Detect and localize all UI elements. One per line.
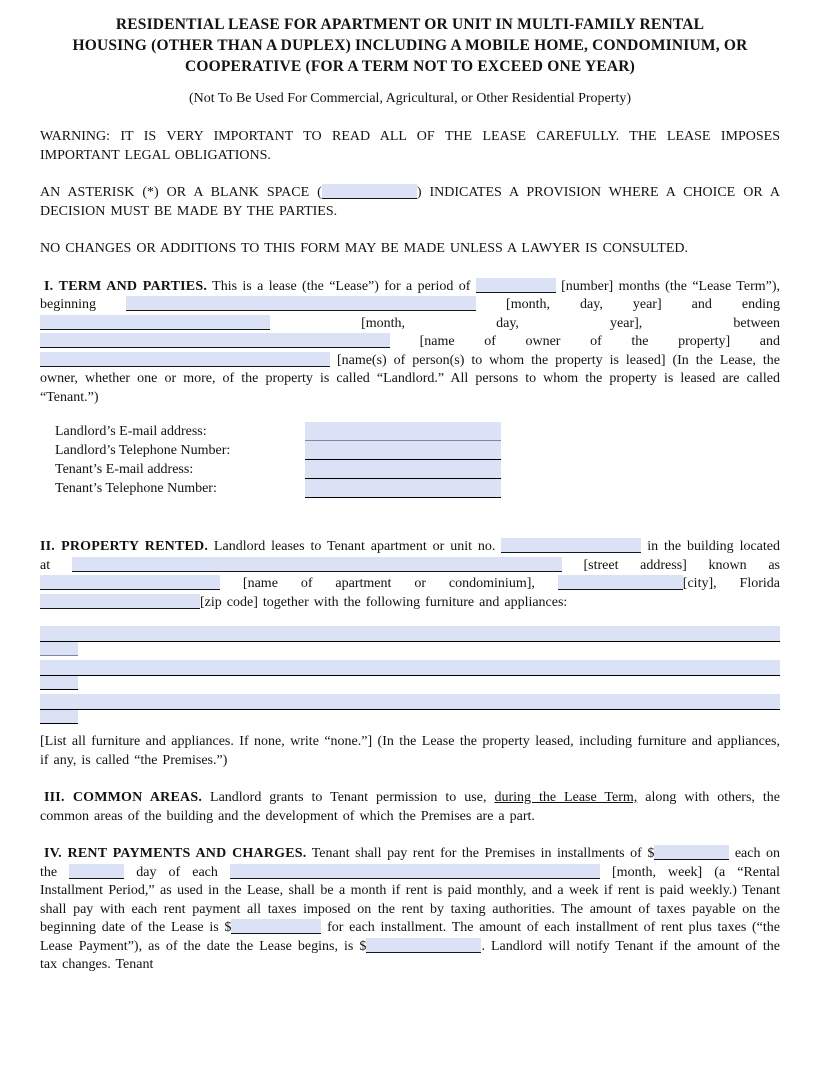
document-title <box>40 14 780 77</box>
rent-text-segment: . Landlord will notify Tenant if the amount of the tax changes. Tenant <box>40 938 781 972</box>
term-text-segment: This is a lease (the “Lease”) for a period of <box>207 278 476 294</box>
field-landlord-email[interactable] <box>305 422 501 441</box>
field-street-address[interactable] <box>72 557 562 572</box>
field-tenant-names[interactable] <box>40 352 330 367</box>
asterisk-note-text-pre: AN ASTERISK (*) OR A BLANK SPACE ( <box>40 185 322 200</box>
common-text-segment: Landlord grants to Tenant permission to use, <box>202 790 495 805</box>
contact-row-tenant-phone <box>55 479 780 498</box>
section-rent-heading: IV. RENT PAYMENTS AND CHARGES. <box>44 846 307 861</box>
field-tenant-phone[interactable] <box>305 479 501 498</box>
field-city[interactable] <box>558 575 683 590</box>
property-text-segment: Landlord leases to Tenant apartment or unit no. <box>208 539 502 554</box>
section-term-and-parties <box>40 278 780 408</box>
section-rent-payments <box>40 845 780 975</box>
field-payment-day[interactable] <box>69 864 124 879</box>
contact-row-tenant-email <box>55 460 780 479</box>
field-furniture-line-1[interactable] <box>40 626 780 642</box>
field-owner-name[interactable] <box>40 333 390 348</box>
field-furniture-line-3[interactable] <box>40 694 780 710</box>
field-rental-period[interactable] <box>230 864 600 879</box>
document-title-line-3: COOPERATIVE (FOR A TERM NOT TO EXCEED ONE YEAR) <box>184 58 636 75</box>
tenant-phone-label: Tenant’s Telephone Number: <box>55 481 217 496</box>
field-lease-begin-date[interactable] <box>126 296 476 311</box>
field-lease-payment-amount[interactable] <box>366 938 481 953</box>
property-text-segment: [street address] known as <box>561 557 781 573</box>
term-text-segment: [name of owner of the property] and <box>390 334 780 349</box>
furniture-note-paragraph: [List all furniture and appliances. If none, write “none.”] (In the Lease the property leased, including furniture and appliances, if any, is called “the Premises.”) <box>40 734 780 768</box>
field-lease-end-date[interactable] <box>40 315 270 330</box>
warning-paragraph: WARNING: IT IS VERY IMPORTANT TO READ ALL OF THE LEASE CAREFULLY. THE LEASE IMPOSES IMPORTANT LEGAL OBLIGATIONS. <box>40 129 780 163</box>
field-zip-code[interactable] <box>40 594 200 609</box>
field-apartment-name[interactable] <box>40 575 220 590</box>
term-text-segment: [number] months (the “Lease Term”), beginning <box>40 278 781 312</box>
field-furniture-stub-3[interactable] <box>40 710 78 724</box>
contact-info-block <box>40 422 780 498</box>
term-text-segment: [name(s) of person(s) to whom the property is leased] (In the Lease, the owner, whether one or more, of the property is called “Landlord.” All persons to whom the property is leased are called “Tenant.”) <box>40 352 780 405</box>
field-furniture-line-2[interactable] <box>40 660 780 676</box>
document-title-line-2: HOUSING (OTHER THAN A DUPLEX) INCLUDING A MOBILE HOME, CONDOMINIUM, OR <box>72 37 748 54</box>
asterisk-note-paragraph <box>40 184 780 221</box>
field-sample-blank-space[interactable] <box>322 184 417 199</box>
field-tax-amount[interactable] <box>231 919 321 934</box>
term-text-segment: [month, day, year], between <box>270 315 780 331</box>
landlord-phone-label: Landlord’s Telephone Number: <box>55 443 231 458</box>
property-text-segment: [zip code] together with the following furniture and appliances: <box>200 594 568 610</box>
field-furniture-stub-1[interactable] <box>40 642 78 656</box>
rent-text-segment: each on the <box>40 846 780 880</box>
contact-row-landlord-email <box>55 422 780 441</box>
field-landlord-phone[interactable] <box>305 441 501 460</box>
term-text-segment: [month, day, year] and ending <box>476 297 780 312</box>
property-text-segment: [city], Florida <box>682 576 780 591</box>
rent-text-segment: day of each <box>124 864 230 880</box>
section-term-heading: I. TERM AND PARTIES. <box>44 278 208 294</box>
rent-text-segment: for each installment. The amount of each installment of rent plus taxes (“the Lease Payment”), as of the date the Lease begins, is $ <box>40 920 780 954</box>
section-property-rented <box>40 538 780 612</box>
section-common-areas <box>40 789 780 826</box>
furniture-appliances-block <box>40 626 780 724</box>
field-unit-number[interactable] <box>501 538 641 553</box>
property-text-segment: in the building located at <box>40 539 780 573</box>
document-title-line-1: RESIDENTIAL LEASE FOR APARTMENT OR UNIT IN MULTI-FAMILY RENTAL <box>115 16 705 33</box>
landlord-email-label: Landlord’s E-mail address: <box>55 424 207 439</box>
asterisk-note-text-post: ) INDICATES A PROVISION WHERE A CHOICE OR A DECISION MUST BE MADE BY THE PARTIES. <box>40 185 780 219</box>
tenant-email-label: Tenant’s E-mail address: <box>55 462 194 477</box>
field-tenant-email[interactable] <box>305 460 501 479</box>
rent-text-segment: Tenant shall pay rent for the Premises in installments of $ <box>306 846 655 861</box>
contact-row-landlord-phone <box>55 441 780 460</box>
document-subtitle: (Not To Be Used For Commercial, Agricultural, or Other Residential Property) <box>188 91 631 106</box>
field-rent-amount[interactable] <box>654 845 729 860</box>
section-common-heading: III. COMMON AREAS. <box>44 790 203 805</box>
common-text-segment: along with others, the common areas of the building and the development of which the Premises are a part. <box>40 790 780 824</box>
field-number-of-months[interactable] <box>476 278 556 293</box>
no-changes-paragraph: NO CHANGES OR ADDITIONS TO THIS FORM MAY BE MADE UNLESS A LAWYER IS CONSULTED. <box>40 241 688 256</box>
property-text-segment: [name of apartment or condominium], <box>220 576 558 591</box>
field-furniture-stub-2[interactable] <box>40 676 78 690</box>
common-underlined-text: during the Lease Term, <box>494 790 638 805</box>
rent-text-segment: [month, week] (a “Rental Installment Period,” as used in the Lease, shall be a month if rent is paid monthly, and a week if rent is paid weekly.) Tenant shall pay with each rent payment all taxes imposed on the rent by taxing authorities. The amount of taxes payable on the beginning date of the Lease is $ <box>40 864 780 935</box>
section-property-heading: II. PROPERTY RENTED. <box>40 539 209 554</box>
